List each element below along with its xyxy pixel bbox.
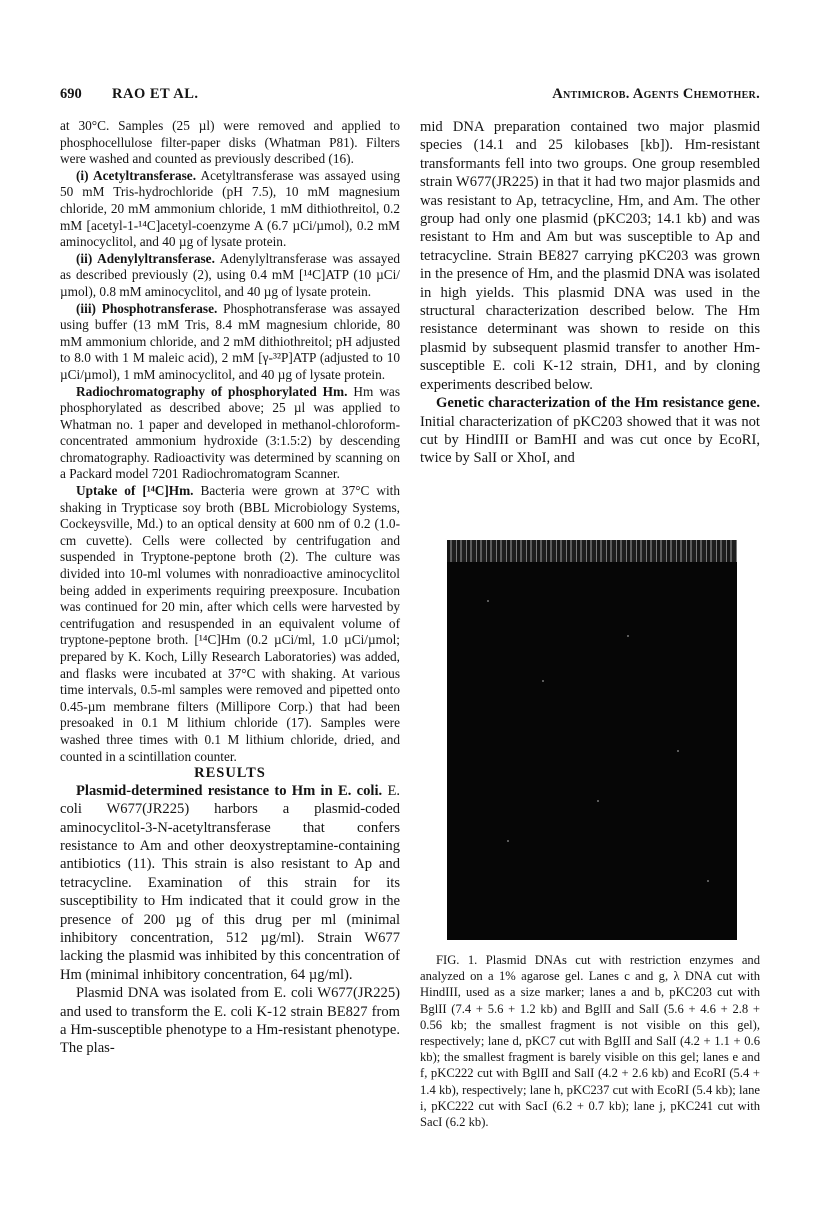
paragraph-body: Hm was phosphorylated as described above; 25 µl was applied to Whatman no. 1 paper and developed in methanol-chloroform-concentrated ammonium hydroxide (3:1.5:2) by descending chromatography. Radioactivity was determined by scanning on a Packard model 7201 Radiochromatogram Scanner. [60,383,400,482]
running-header [60,86,760,108]
paragraph-genetic-characterization [420,394,760,468]
paragraph-lead: (i) Acetyltransferase. [76,167,197,183]
paragraph-lead: Radiochromatography of phosphorylated Hm. [76,383,348,399]
paragraph-body: Adenylyltransferase was assayed as described previously (2), using 0.4 mM [¹⁴C]ATP (10 µCi/µmol), 0.8 mM aminocyclitol, and 40 µg of lysate protein. [60,250,400,299]
paragraph-lead: (iii) Phosphotransferase. [76,300,218,316]
paragraph-continuation: mid DNA preparation contained two major plasmid species (14.1 and 25 kilobases [kb]). Hm-resistant transformants fell into two groups. One group resembled strain W677(JR225) in that it had two major plasmids and was resistant to Ap, tetracycline, Hm, and Am. The other group had only one plasmid (pKC203; 14.1 kb) and was resistant to Hm and Am but was susceptible to Ap and tetracycline. Strain BE827 carrying pKC203 was grown in the presence of Hm, and the plasmid DNA was isolated in high yields. This plasmid DNA was used in the structural characterization described below. The Hm resistance determinant was shown to reside on this plasmid by subsequent plasmid transfer to another Hm-susceptible E. coli K-12 strain, DH1, and by cloning experiments described below. [420,119,760,393]
gel-wells [447,540,737,562]
right-column [420,118,760,468]
figure-caption-text: FIG. 1. Plasmid DNAs cut with restriction enzymes and analyzed on a 1% agarose gel. Lanes c and g, λ DNA cut with HindIII, used as a size marker; lanes a and b, pKC203 cut with BglII (7.4 + 5.6 + 1.2 kb) and BglII and SalI (5.6 + 4.6 + 2.8 + 0.56 kb; the smallest fragment is not visible on this gel), respectively; lane d, pKC7 cut with BglII and SalI (4.2 + 1.1 + 0.6 kb); the smallest fragment is barely visible on this gel; lanes e and f, pKC222 cut with BglII and SalI (4.2 + 2.6 kb) and EcoRI (5.4 + 1.4 kb), respectively; lane h, pKC237 cut with EcoRI (5.4 kb); lane i, pKC222 cut with SacI (6.2 + 0.7 kb); lane j, pKC241 cut with SacI (6.2 kb). [420,953,760,1130]
paragraph-body: Phosphotransferase was assayed using buffer (13 mM Tris, 8.4 mM magnesium chloride, 80 mM ammonium chloride, and 2 mM dithiothreitol; pH adjusted to 8.0 with 1 M maleic acid), 2 mM [γ-³²P]ATP (adjusted to 10 µCi/µmol), 1 mM aminocyclitol, and 40 µg of lysate protein. [60,300,400,382]
paragraph-acetyltransferase [60,168,400,251]
paragraph-body: Acetyltransferase was assayed using 50 mM Tris-hydrochloride (pH 7.5), 10 mM magnesium chloride, 20 mM ammonium chloride, 1 mM dithiothreitol, 0.2 mM [acetyl-1-¹⁴C]acetyl-coenzyme A (6.7 µCi/µmol), 0.2 mM aminocyclitol, and 40 µg of lysate protein. [60,167,400,250]
agarose-gel-image [447,540,737,940]
paragraph-body: Initial characterization of pKC203 showed that it was not cut by HindIII or BamHI and was cut once by EcoRI, twice by SalI or XhoI, and [420,413,760,467]
left-column [60,118,400,1058]
paragraph-body: E. coli W677(JR225) harbors a plasmid-coded aminocyclitol-3-N-acetyltransferase that confers resistance to Am and other deoxystreptamine-containing antibiotics (11). This strain is also resistant to Ap and tetracycline. Examination of this strain for its susceptibility to Hm indicated that it could grow in the presence of 200 µg of this drug per ml (minimal inhibitory concentration, 512 µg/ml). Strain W677 lacking the plasmid was inhibited by this concentration of Hm (minimal inhibitory concentration, 64 µg/ml). [60,782,401,983]
author-running-head: RAO ET AL. [112,86,199,102]
paragraph-lead: Uptake of [¹⁴C]Hm. [76,483,194,499]
paragraph-plasmid-resistance [60,782,400,984]
paragraph-plasmid-dna: Plasmid DNA was isolated from E. coli W677(JR225) and used to transform the E. coli K-12 strain BE827 from a Hm-susceptible phenotype to a Hm-resistant phenotype. The plas- [60,985,400,1057]
journal-running-head: Antimicrob. Agents Chemother. [552,86,760,102]
paragraph-uptake [60,483,400,765]
section-heading-results: RESULTS [194,765,266,782]
paragraph-continuation: at 30°C. Samples (25 µl) were removed and applied to phosphocellulose filter-paper disks (Whatman P81). Filters were washed and counted as previously described (16). [60,118,400,167]
paragraph-lead: Genetic characterization of the Hm resistance gene. [436,395,760,412]
figure-caption [420,952,760,1130]
paragraph-body: Bacteria were grown at 37°C with shaking in Trypticase soy broth (BBL Microbiology Systems, Cockeysville, Md.) to an optical density at 600 nm of 0.2 (1.0-cm cuvette). Cells were collected by centrifugation and suspended in Tryptone-peptone broth (2). The culture was divided into 10-ml volumes with nonradioactive aminocyclitol being added in experiments requiring preexposure. Incubation was continued for 20 min, after which cells were harvested by centrifugation and resuspended in an equivalent volume of tryptone-peptone broth. [¹⁴C]Hm (0.2 µCi/ml, 1.0 µCi/µmol; prepared by K. Koch, Lilly Research Laboratories) was added, and flasks were incubated at 37°C with shaking. At various time intervals, 0.5-ml samples were removed and pipetted onto 0.45-µm membrane filters (Millipore Corp.) that had been presoaked in 0.1 M lithium chloride (17). Samples were washed three times with 0.1 M lithium chloride, dried, and counted in a scintillation counter. [60,483,400,764]
paragraph-adenylyltransferase [60,251,400,301]
paragraph-lead: (ii) Adenylyltransferase. [76,250,215,266]
paragraph-lead: Plasmid-determined resistance to Hm in E. coli. [76,782,383,799]
page-number: 690 [60,86,82,102]
paragraph-radiochromatography [60,384,400,484]
paragraph-phosphotransferase [60,301,400,384]
